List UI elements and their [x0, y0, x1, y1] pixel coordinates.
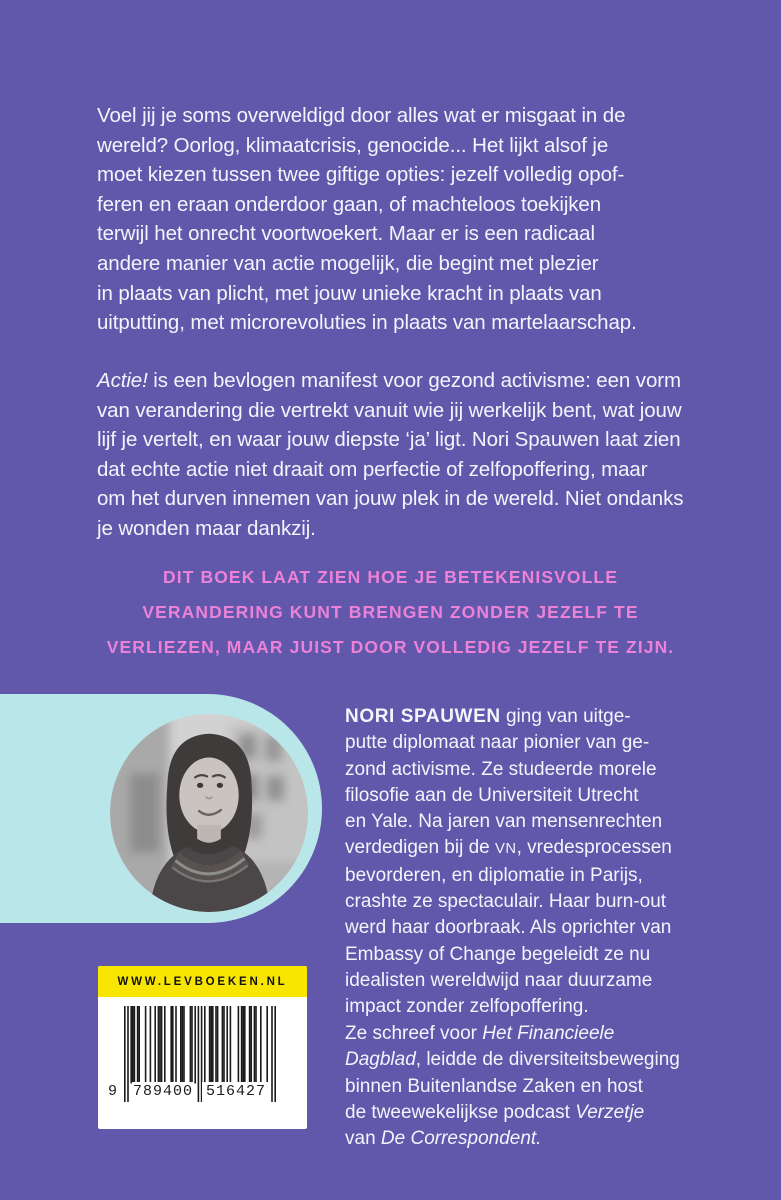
- text-line: wereld? Oorlog, klimaatcrisis, genocide... Het lijkt alsof je: [97, 133, 609, 157]
- text-line: binnen Buitenlandse Zaken en host: [345, 1075, 643, 1097]
- text-line: terwijl het onrecht voortwoekert. Maar er is een radicaal: [97, 222, 595, 246]
- text-line: in plaats van plicht, met jouw unieke kracht in plaats van: [97, 281, 602, 305]
- text-line: dat echte actie niet draait om perfectie of zelfopoffering, maar: [97, 457, 648, 481]
- text-line: VERANDERING KUNT BRENGEN ZONDER JEZELF TE: [142, 602, 639, 622]
- text-line: filosofie aan de Universiteit Utrecht: [345, 784, 639, 806]
- text-line: DIT BOEK LAAT ZIEN HOE JE BETEKENISVOLLE: [163, 567, 618, 587]
- text-line: verdedigen bij de VN, vredesprocessen: [345, 837, 672, 859]
- text-line: de tweewekelijkse podcast Verzetje: [345, 1101, 645, 1123]
- text-line: bevorderen, en diplomatie in Parijs,: [345, 864, 643, 886]
- isbn-group-1: 789400: [132, 1083, 193, 1100]
- text-line: van De Correspondent.: [345, 1128, 542, 1150]
- synopsis-paragraph-2: [97, 366, 683, 544]
- text-line: en Yale. Na jaren van mensenrechten: [345, 811, 663, 833]
- synopsis-paragraph-1: [97, 101, 637, 338]
- text-line: Dagblad, leidde de diversiteitsbeweging: [345, 1049, 680, 1071]
- text-line: Voel jij je soms overweldigd door alles wat er misgaat in de: [97, 104, 626, 127]
- text-line: moet kiezen tussen twee giftige opties: jezelf volledig opof-: [97, 163, 625, 187]
- text-line: idealisten wereldwijd naar duurzame: [345, 969, 653, 991]
- text-line: VERLIEZEN, MAAR JUIST DOOR VOLLEDIG JEZELF TE ZIJN.: [106, 637, 675, 657]
- text-line: impact zonder zelfopoffering.: [345, 996, 589, 1018]
- text-line: lijf je vertelt, en waar jouw diepste ‘ja’ ligt. Nori Spauwen laat zien: [97, 428, 681, 452]
- text-line: crashte ze spectaculair. Haar burn-out: [345, 891, 667, 913]
- author-bio-paragraph-1: [345, 704, 745, 1021]
- author-bio-paragraph-2: [345, 1021, 745, 1152]
- text-line: uitputting, met microrevoluties in plaats van martelaarschap.: [97, 311, 637, 335]
- text-line: andere manier van actie mogelijk, die begint met plezier: [97, 251, 599, 275]
- text-line: werd haar doorbraak. Als oprichter van: [345, 917, 672, 939]
- isbn-check-digit: 9: [107, 1083, 118, 1100]
- author-photo: [110, 714, 308, 912]
- text-line: om het durven innemen van jouw plek in de wereld. Niet ondanks: [97, 487, 684, 511]
- tagline: [0, 560, 781, 665]
- text-line: Actie! is een bevlogen manifest voor gezond activisme: een vorm: [97, 369, 681, 392]
- text-line: zond activisme. Ze studeerde morele: [345, 758, 657, 780]
- text-line: NORI SPAUWEN ging van uitge-: [345, 706, 631, 727]
- text-line: putte diplomaat naar pionier van ge-: [345, 732, 650, 754]
- text-line: feren en eraan onderdoor gaan, of machteloos toekijken: [97, 192, 602, 216]
- text-line: je wonden maar dankzij.: [97, 516, 316, 540]
- text-line: Ze schreef voor Het Financieele: [345, 1023, 615, 1044]
- text-line: van verandering die vertrekt vanuit wie jij werkelijk bent, wat jouw: [97, 398, 682, 422]
- barcode-block: [98, 966, 307, 1129]
- isbn-group-2: 516427: [202, 1082, 270, 1102]
- publisher-website-label: WWW.LEVBOEKEN.NL: [98, 966, 307, 997]
- text-line: Embassy of Change begeleidt ze nu: [345, 943, 651, 965]
